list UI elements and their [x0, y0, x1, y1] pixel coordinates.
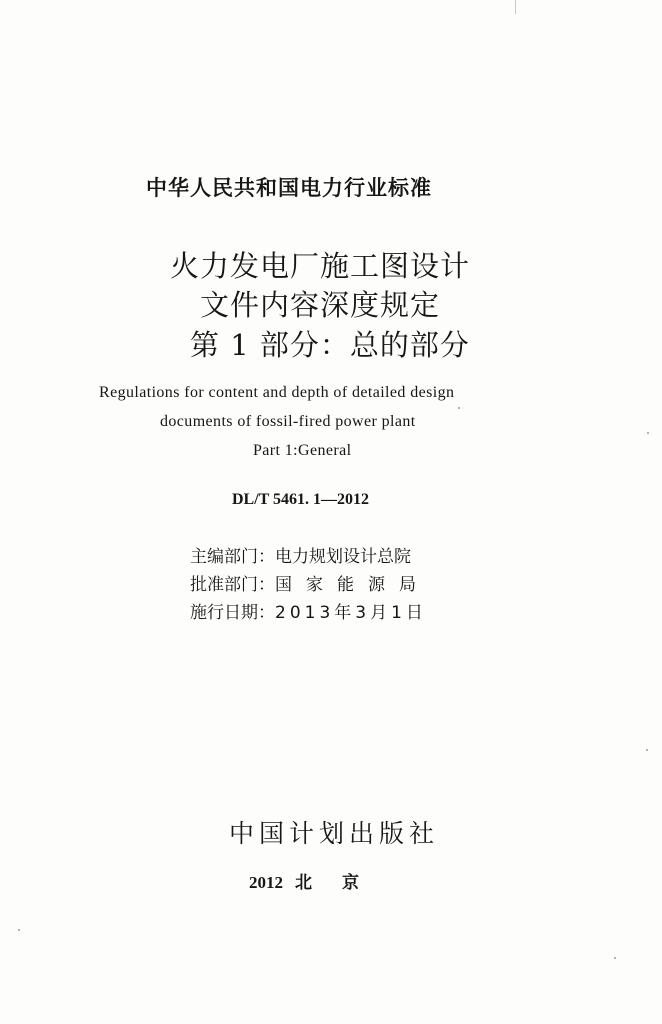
editor-department-label: 主编部门：	[190, 547, 275, 567]
effective-date-row	[190, 598, 427, 623]
publisher-name: 中国计划出版社	[229, 819, 440, 848]
title-en-line-1: Regulations for content and depth of detailed design	[99, 384, 455, 401]
scan-speck	[18, 929, 20, 931]
effective-date-label: 施行日期：	[190, 603, 275, 623]
title-cn-line-2: 文件内容深度规定	[200, 288, 441, 322]
editor-department-value: 电力规划设计总院	[275, 547, 411, 567]
standard-code: DL/T 5461. 1—2012	[232, 491, 370, 508]
title-en-line-3: Part 1:General	[253, 442, 352, 459]
title-cn-line-3: 第 1 部分：总的部分	[190, 328, 470, 362]
title-cn-line-1: 火力发电厂施工图设计	[170, 249, 471, 283]
standard-type-heading: 中华人民共和国电力行业标准	[146, 176, 432, 200]
scan-speck	[646, 749, 648, 751]
scan-speck	[647, 432, 649, 434]
title-en-line-2: documents of fossil-fired power plant	[160, 413, 416, 430]
approver-department-label: 批准部门：	[190, 575, 275, 595]
approver-department-value: 国家能源局	[275, 575, 430, 595]
scan-speck	[458, 407, 460, 409]
publication-city: 北京	[295, 873, 389, 893]
effective-date-value: 2013年3月1日	[275, 603, 427, 623]
publication-footer	[249, 868, 389, 893]
scan-edge-line	[515, 0, 516, 14]
approver-department-row	[190, 570, 430, 595]
editor-department-row	[190, 542, 411, 567]
publication-year: 2012	[249, 873, 283, 892]
scan-speck	[614, 957, 616, 959]
